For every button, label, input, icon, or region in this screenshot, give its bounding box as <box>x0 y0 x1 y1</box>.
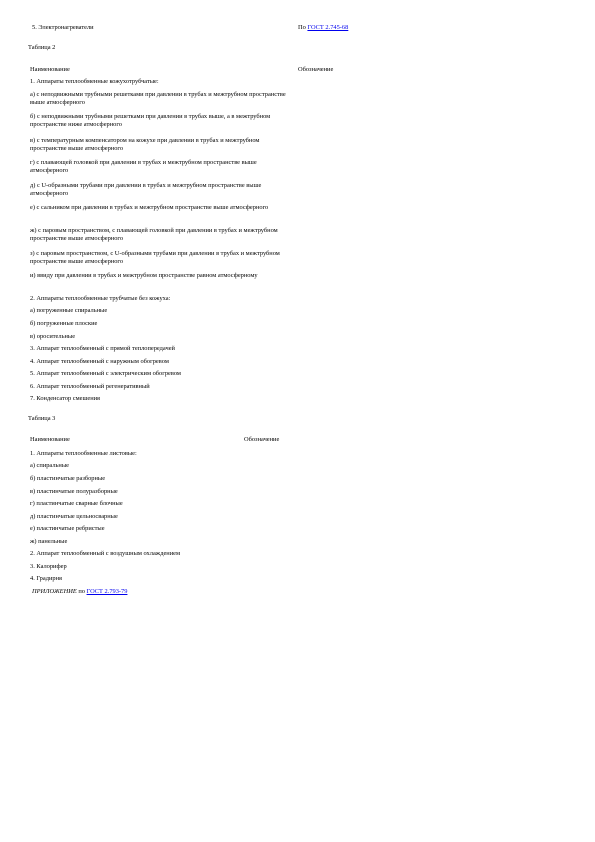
table3-row: г) пластинчатые сварные блочные <box>30 500 123 507</box>
table3-row: ж) панельные <box>30 538 68 545</box>
table2-row: а) погруженные спиральные <box>30 307 108 314</box>
table3-caption: Таблица 3 <box>28 415 56 422</box>
table2-row: ж) с паровым пространством, с плавающей головкой при давлении в трубах и межтрубном пространстве выше атмосферного <box>30 227 278 242</box>
table3-row: 1. Аппараты теплообменные листовые: <box>30 450 137 457</box>
gost-reference <box>298 24 348 32</box>
table2-row: г) с плавающей головкой при давлении в трубах и межтрубном пространстве выше атмосферного <box>30 159 257 174</box>
table3-row: 2. Аппарат теплообменный с воздушным охлаждением <box>30 550 181 557</box>
table2-row: а) с неподвижными трубными решетками при давлении в трубах и межтрубном пространстве выше атмосферного <box>30 91 286 106</box>
table2-row: и) ввиду при давлении в трубах и межтрубном пространстве равном атмосферному <box>30 272 258 279</box>
table2-col-name: Наименование <box>30 66 70 73</box>
table2-col-designation: Обозначение <box>298 66 334 73</box>
table3-row: е) пластинчатые ребристые <box>30 525 105 532</box>
gost-2-793-79-link[interactable]: ГОСТ 2.793-79 <box>86 588 128 595</box>
table2-row: 1. Аппараты теплообменные кожухотрубчатые: <box>30 78 159 85</box>
appendix-middle: по <box>76 588 87 595</box>
table2-caption: Таблица 2 <box>28 44 56 51</box>
table2-row: в) оросительные <box>30 333 76 340</box>
table2-row: 5. Аппарат теплообменный с электрическим обогревом <box>30 370 181 377</box>
table2-row: е) с сальником при давлении в трубах и межтрубном пространстве выше атмосферного <box>30 204 269 211</box>
table3-row: 4. Градирня <box>30 575 62 582</box>
gost-reference-prefix: По <box>298 24 308 31</box>
table2-row: б) погруженные плоские <box>30 320 98 327</box>
table3-row: д) пластинчатые цельносварные <box>30 513 118 520</box>
table2-row: 6. Аппарат теплообменный регенеративный <box>30 383 150 390</box>
table2-row: 2. Аппараты теплообменные трубчатые без кожуха: <box>30 295 171 302</box>
table3-row: 3. Калорифер <box>30 563 67 570</box>
table2-row: 3. Аппарат теплообменный с прямой теплопередачей <box>30 345 175 352</box>
table2-row: 7. Конденсатор смешения <box>30 395 100 402</box>
table3-row: в) пластинчатые полуразборные <box>30 488 118 495</box>
table2-row: в) с температурным компенсатором на кожухе при давлении в трубах и межтрубном пространстве выше атмосферного <box>30 137 260 152</box>
table2-row: з) с паровым пространством, с U-образными трубами при давлении в трубах и межтрубном пространстве выше атмосферного <box>30 250 280 265</box>
table3-row: а) спиральные <box>30 462 69 469</box>
table2-row: 4. Аппарат теплообменный с наружным обогревом <box>30 358 169 365</box>
table3-row: б) пластинчатые разборные <box>30 475 106 482</box>
section-heading: 5. Электронагреватели <box>32 24 94 31</box>
appendix-label: ПРИЛОЖЕНИЕ <box>32 588 77 595</box>
gost-2-745-68-link[interactable]: ГОСТ 2.745-68 <box>307 24 349 31</box>
table3-col-name: Наименование <box>30 436 70 443</box>
table2-row: б) с неподвижными трубными решетками при давлении в трубах выше, а в межтрубном пространстве ниже атмосферного <box>30 113 271 128</box>
appendix-line <box>32 588 127 596</box>
table3-col-designation: Обозначение <box>244 436 280 443</box>
table2-row: д) с U-образными трубами при давлении в трубах и межтрубном пространстве выше атмосферного <box>30 182 262 197</box>
